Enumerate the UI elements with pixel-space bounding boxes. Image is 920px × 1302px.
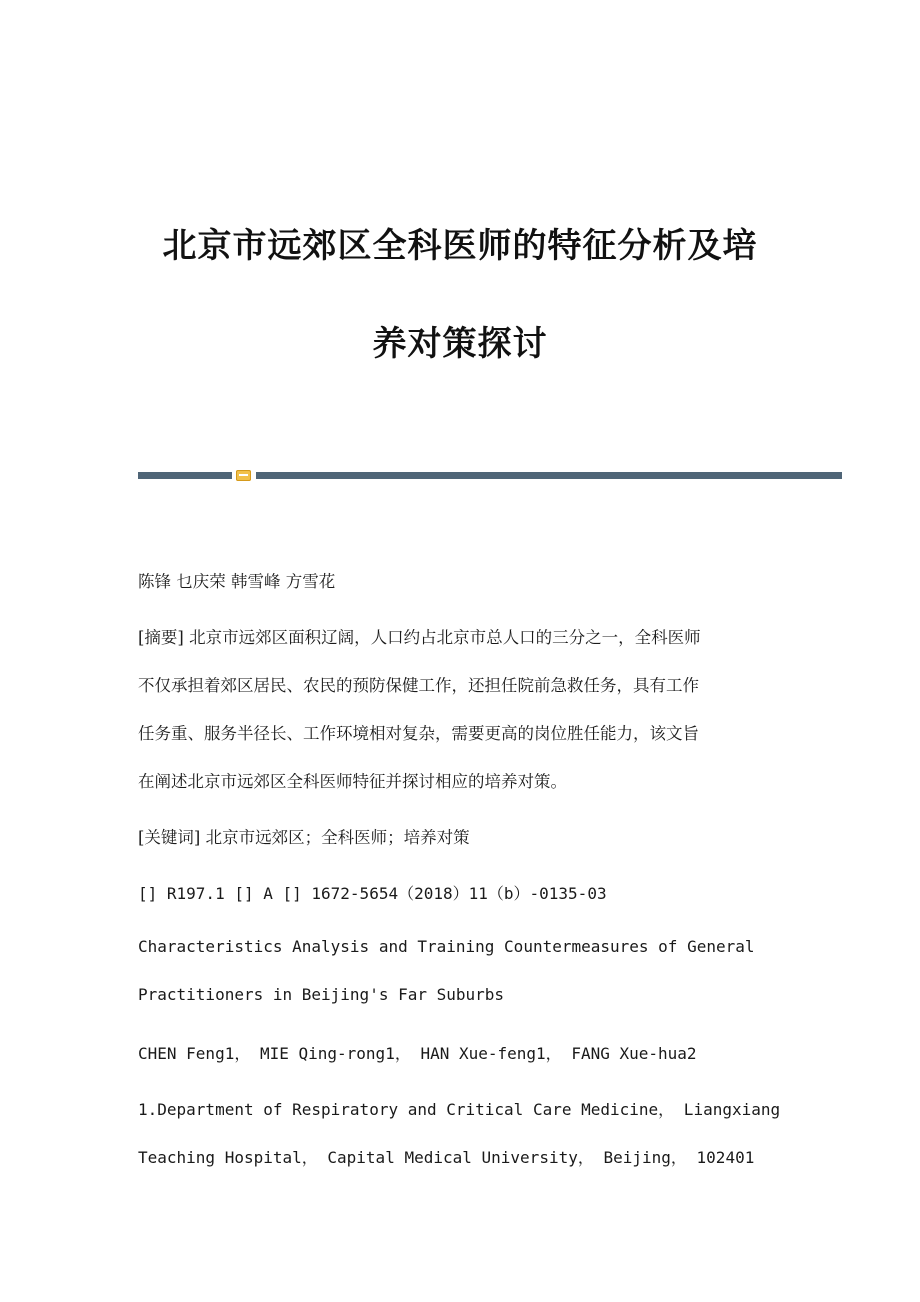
keywords: [关键词] 北京市远郊区；全科医师；培养对策 (138, 828, 470, 847)
english-title-line-2: Practitioners in Beijing's Far Suburbs (138, 985, 505, 1004)
title-divider (138, 470, 842, 480)
author-list: 陈锋 乜庆荣 韩雪峰 方雪花 (138, 572, 336, 591)
abstract-line-3: 任务重、服务半径长、工作环境相对复杂，需要更高的岗位胜任能力，该文旨 (138, 724, 699, 743)
divider-ornament-icon (236, 470, 251, 481)
document-title-line-1: 北京市远郊区全科医师的特征分析及培 (162, 226, 758, 266)
english-title-line-1: Characteristics Analysis and Training Countermeasures of General (138, 937, 755, 956)
divider-bar-left (138, 472, 232, 479)
classification-info: [] R197.1 [] A [] 1672-5654（2018）11（b）-0135-03 (138, 884, 607, 903)
affiliation-line-2: Teaching Hospital， Capital Medical University， Beijing， 102401 (138, 1148, 755, 1167)
abstract-line-1: [摘要] 北京市远郊区面积辽阔，人口约占北京市总人口的三分之一，全科医师 (138, 628, 701, 647)
document-title-line-2: 养对策探讨 (372, 324, 548, 364)
abstract-line-2: 不仅承担着郊区居民、农民的预防保健工作，还担任院前急救任务，具有工作 (138, 676, 699, 695)
abstract-line-4: 在阐述北京市远郊区全科医师特征并探讨相应的培养对策。 (138, 772, 567, 791)
affiliation-line-1: 1.Department of Respiratory and Critical Care Medicine， Liangxiang (138, 1100, 781, 1119)
divider-bar-right (256, 472, 842, 479)
english-authors: CHEN Feng1， MIE Qing-rong1， HAN Xue-feng1， FANG Xue-hua2 (138, 1044, 697, 1063)
